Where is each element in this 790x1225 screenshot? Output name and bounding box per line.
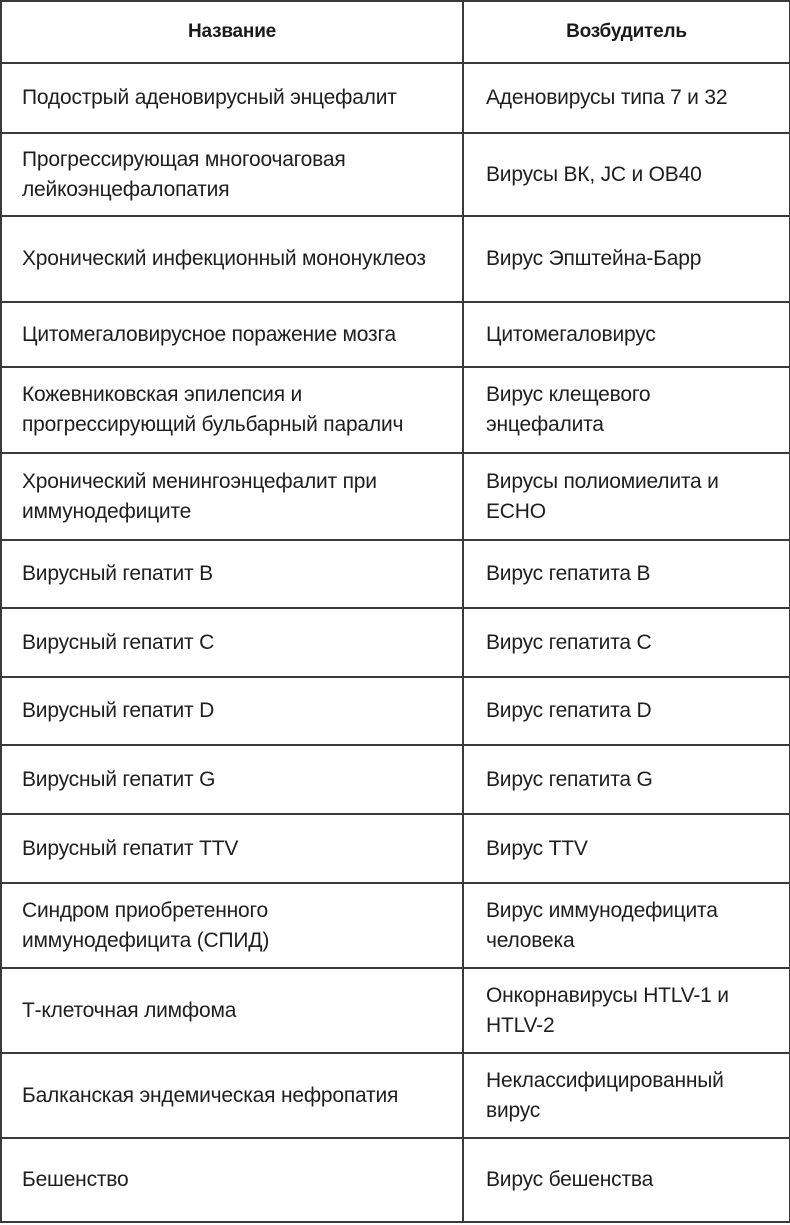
table-row: [1, 216, 790, 302]
disease-name-cell: Вирусный гепатит B: [1, 540, 463, 608]
header-name: Название: [1, 1, 463, 63]
table-row: [1, 63, 790, 133]
table-row: [1, 453, 790, 540]
disease-name-cell: Подострый аденовирусный энцефалит: [1, 63, 463, 133]
pathogen-cell: Вирусы ВК, JC и OB40: [463, 133, 790, 216]
disease-name-cell: Цитомегаловирусное поражение мозга: [1, 302, 463, 367]
table-row: [1, 883, 790, 968]
table-row: [1, 745, 790, 814]
disease-name-cell: Балканская эндемическая нефропатия: [1, 1053, 463, 1138]
disease-name-cell: Вирусный гепатит G: [1, 745, 463, 814]
table-row: [1, 133, 790, 216]
pathogen-cell: Вирус клещевого энцефалита: [463, 367, 790, 453]
disease-name-cell: Т-клеточная лимфома: [1, 968, 463, 1053]
pathogen-cell: Цитомегаловирус: [463, 302, 790, 367]
pathogen-cell: Вирусы полиомиелита и ECHO: [463, 453, 790, 540]
pathogen-cell: Вирус TTV: [463, 814, 790, 883]
pathogen-cell: Онкорнавирусы HTLV-1 и HTLV-2: [463, 968, 790, 1053]
table-row: [1, 968, 790, 1053]
table-row: [1, 367, 790, 453]
pathogen-cell: Вирус гепатита D: [463, 677, 790, 745]
pathogen-cell: Вирус гепатита B: [463, 540, 790, 608]
disease-name-cell: Кожевниковская эпилепсия и прогрессирующий бульбарный паралич: [1, 367, 463, 453]
pathogen-cell: Неклассифицированный вирус: [463, 1053, 790, 1138]
disease-name-cell: Хронический инфекционный мононуклеоз: [1, 216, 463, 302]
disease-name-cell: Вирусный гепатит TTV: [1, 814, 463, 883]
table-header-row: [1, 1, 790, 63]
disease-name-cell: Синдром приобретенного иммунодефицита (СПИД): [1, 883, 463, 968]
pathogen-cell: Вирус гепатита G: [463, 745, 790, 814]
disease-name-cell: Вирусный гепатит C: [1, 608, 463, 677]
table-row: [1, 1138, 790, 1222]
pathogen-cell: Вирус иммунодефицита человека: [463, 883, 790, 968]
disease-name-cell: Бешенство: [1, 1138, 463, 1222]
pathogen-cell: Вирус бешенства: [463, 1138, 790, 1222]
table-row: [1, 302, 790, 367]
pathogen-cell: Аденовирусы типа 7 и 32: [463, 63, 790, 133]
table-row: [1, 608, 790, 677]
header-agent: Возбудитель: [463, 1, 790, 63]
table-row: [1, 814, 790, 883]
disease-name-cell: Хронический менингоэнцефалит при иммунодефиците: [1, 453, 463, 540]
pathogen-cell: Вирус гепатита C: [463, 608, 790, 677]
disease-name-cell: Вирусный гепатит D: [1, 677, 463, 745]
table-row: [1, 677, 790, 745]
disease-name-cell: Прогрессирующая многоочаговая лейкоэнцефалопатия: [1, 133, 463, 216]
table-row: [1, 1053, 790, 1138]
pathogen-cell: Вирус Эпштейна-Барр: [463, 216, 790, 302]
table-row: [1, 540, 790, 608]
